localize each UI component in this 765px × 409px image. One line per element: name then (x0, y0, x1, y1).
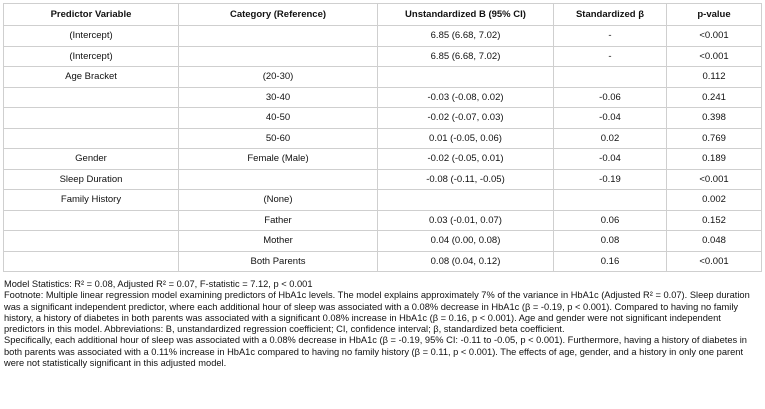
cell-standardized-beta (554, 67, 667, 88)
cell-category: 30-40 (179, 87, 378, 108)
cell-unstandardized-b (378, 67, 554, 88)
cell-unstandardized-b: -0.03 (-0.08, 0.02) (378, 87, 554, 108)
cell-p-value: 0.189 (667, 149, 762, 170)
cell-unstandardized-b: 6.85 (6.68, 7.02) (378, 46, 554, 67)
table-row (4, 128, 762, 149)
cell-unstandardized-b: 0.04 (0.00, 0.08) (378, 231, 554, 252)
cell-unstandardized-b: 0.01 (-0.05, 0.06) (378, 128, 554, 149)
cell-standardized-beta: 0.08 (554, 231, 667, 252)
cell-standardized-beta: 0.16 (554, 251, 667, 272)
table-row (4, 26, 762, 47)
cell-unstandardized-b: -0.08 (-0.11, -0.05) (378, 169, 554, 190)
cell-standardized-beta: 0.06 (554, 210, 667, 231)
cell-predictor: Family History (4, 190, 179, 211)
cell-predictor (4, 87, 179, 108)
header-unstandardized-b: Unstandardized B (95% CI) (378, 4, 554, 26)
cell-unstandardized-b: -0.02 (-0.05, 0.01) (378, 149, 554, 170)
cell-p-value: 0.241 (667, 87, 762, 108)
cell-p-value: <0.001 (667, 46, 762, 67)
cell-p-value: 0.152 (667, 210, 762, 231)
cell-unstandardized-b: 6.85 (6.68, 7.02) (378, 26, 554, 47)
cell-category: Mother (179, 231, 378, 252)
header-standardized-beta: Standardized β (554, 4, 667, 26)
cell-standardized-beta: -0.04 (554, 149, 667, 170)
cell-unstandardized-b: -0.02 (-0.07, 0.03) (378, 108, 554, 129)
cell-category: 40-50 (179, 108, 378, 129)
cell-unstandardized-b: 0.03 (-0.01, 0.07) (378, 210, 554, 231)
cell-category: Both Parents (179, 251, 378, 272)
cell-predictor (4, 210, 179, 231)
table-row (4, 87, 762, 108)
cell-p-value: 0.048 (667, 231, 762, 252)
cell-category: (20-30) (179, 67, 378, 88)
cell-predictor (4, 231, 179, 252)
cell-standardized-beta (554, 190, 667, 211)
table-row (4, 46, 762, 67)
cell-category (179, 169, 378, 190)
cell-standardized-beta: -0.19 (554, 169, 667, 190)
cell-category: Female (Male) (179, 149, 378, 170)
cell-standardized-beta: - (554, 26, 667, 47)
cell-predictor (4, 128, 179, 149)
table-row (4, 251, 762, 272)
table-row (4, 210, 762, 231)
header-p-value: p-value (667, 4, 762, 26)
model-statistics: Model Statistics: R² = 0.08, Adjusted R² = 0.07, F-statistic = 7.12, p < 0.001 (4, 279, 313, 289)
cell-p-value: <0.001 (667, 169, 762, 190)
table-row (4, 190, 762, 211)
table-row (4, 231, 762, 252)
cell-category: Father (179, 210, 378, 231)
cell-category (179, 46, 378, 67)
cell-predictor (4, 251, 179, 272)
cell-standardized-beta: 0.02 (554, 128, 667, 149)
cell-p-value: 0.112 (667, 67, 762, 88)
header-category-reference: Category (Reference) (179, 4, 378, 26)
summary-paragraph: Specifically, each additional hour of sleep was associated with a 0.08% decrease in HbA1c (β = -0.19, 95% CI: -0.11 to -0.05, p < 0.001). Furthermore, having a history of diabetes in both parents was associated with a 0.11% increase in HbA1c compared to having no family history (β = 0.11, p < 0.001). The effects of age, gender, and a history in only one parent were not statistically significant in this adjusted model. (4, 335, 747, 369)
table-header (4, 4, 762, 26)
cell-category: 50-60 (179, 128, 378, 149)
regression-table (3, 3, 762, 272)
footnote: Footnote: Multiple linear regression model examining predictors of HbA1c levels. The model explains approximately 7% of the variance in HbA1c (Adjusted R² = 0.07). Sleep duration was a significant independent predictor, where each additional hour of sleep was associated with a 0.08% decrease in HbA1c (β = -0.19, p < 0.001). Compared to having no family history, a history of diabetes in both parents was associated with a significant 0.08% increase in HbA1c (β = 0.16, p < 0.001). Age and gender were not significant independent predictors in this model. Abbreviations: B, unstandardized regression coefficient; CI, confidence interval; β, standardized beta coefficient. (4, 290, 750, 335)
cell-predictor: (Intercept) (4, 26, 179, 47)
cell-unstandardized-b: 0.08 (0.04, 0.12) (378, 251, 554, 272)
table-notes (4, 279, 762, 369)
cell-standardized-beta: - (554, 46, 667, 67)
cell-category: (None) (179, 190, 378, 211)
cell-predictor: Sleep Duration (4, 169, 179, 190)
cell-category (179, 26, 378, 47)
header-predictor-variable: Predictor Variable (4, 4, 179, 26)
cell-p-value: <0.001 (667, 26, 762, 47)
table-row (4, 108, 762, 129)
table-body (4, 26, 762, 272)
cell-p-value: 0.398 (667, 108, 762, 129)
cell-p-value: <0.001 (667, 251, 762, 272)
cell-standardized-beta: -0.04 (554, 108, 667, 129)
cell-predictor: Gender (4, 149, 179, 170)
cell-predictor: Age Bracket (4, 67, 179, 88)
cell-predictor: (Intercept) (4, 46, 179, 67)
table-row (4, 67, 762, 88)
cell-p-value: 0.769 (667, 128, 762, 149)
cell-p-value: 0.002 (667, 190, 762, 211)
cell-standardized-beta: -0.06 (554, 87, 667, 108)
cell-unstandardized-b (378, 190, 554, 211)
header-row (4, 4, 762, 26)
cell-predictor (4, 108, 179, 129)
table-row (4, 149, 762, 170)
table-row (4, 169, 762, 190)
